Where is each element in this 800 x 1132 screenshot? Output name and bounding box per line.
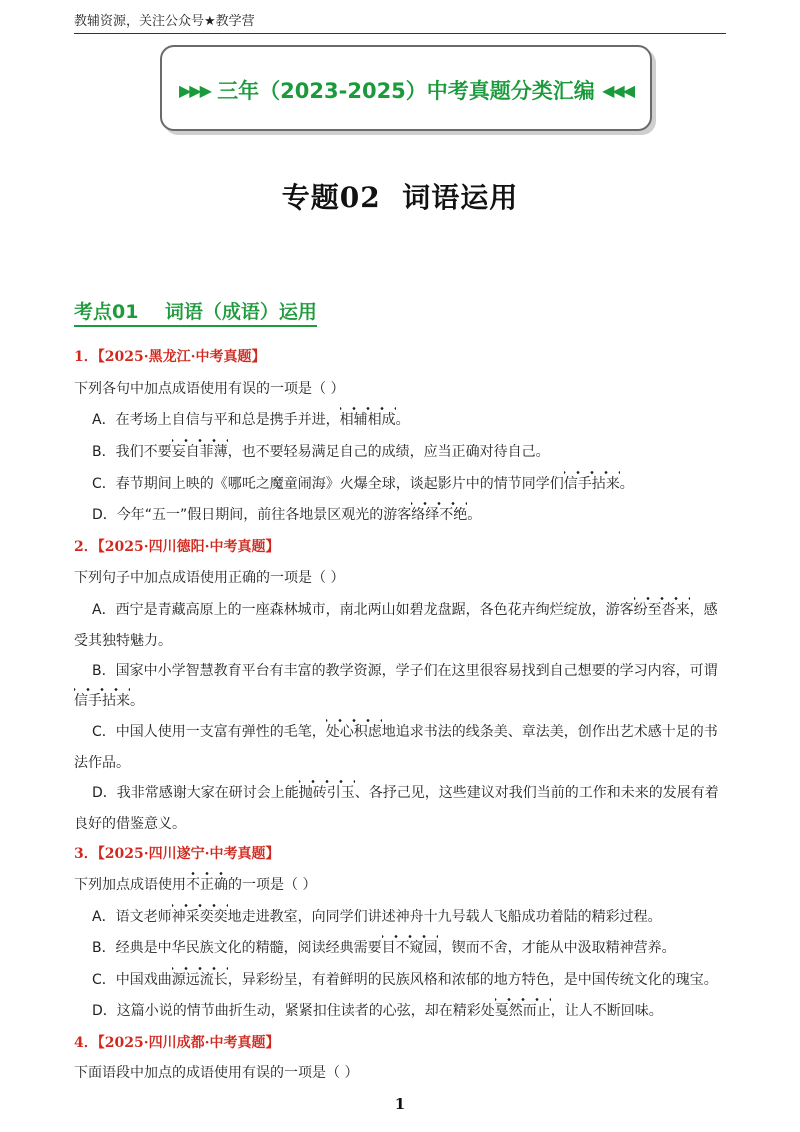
- question-1-header: 1．【2025·黑龙江·中考真题】: [74, 349, 266, 365]
- question-2-stem: 下列句子中加点成语使用正确的一项是（ ）: [74, 570, 345, 586]
- question-3-option-c: C．中国戏曲源远流长，异彩纷呈，有着鲜明的民族风格和浓郁的地方特色，是中国传统文化的瑰宝。: [92, 972, 718, 988]
- question-3-option-d: D．这篇小说的情节曲折生动，紧紧扣住读者的心弦，却在精彩处戛然而止，让人不断回味。: [92, 1003, 663, 1019]
- page-title: 专题02 词语运用: [281, 181, 519, 214]
- question-3-option-a: A．语文老师神采奕奕地走进教室，向同学们讲述神舟十九号载人飞船成功着陆的精彩过程。: [92, 909, 662, 925]
- question-2-header: 2．【2025·四川德阳·中考真题】: [74, 539, 280, 555]
- question-1-option-a: A．在考场上自信与平和总是携手并进，相辅相成。: [92, 412, 410, 428]
- banner-title: 三年（2023-2025）中考真题分类汇编: [217, 79, 595, 103]
- question-3-option-b: B．经典是中华民族文化的精髓，阅读经典需要目不窥园，锲而不舍，才能从中汲取精神营养。: [92, 940, 676, 956]
- header-divider: [74, 33, 726, 34]
- question-1-stem: 下列各句中加点成语使用有误的一项是（ ）: [74, 381, 345, 397]
- question-2-option-b-line-2: 信手拈来。: [74, 693, 144, 709]
- series-banner: [160, 45, 652, 131]
- banner-right-arrows-icon: ◀◀◀: [602, 81, 634, 100]
- question-2-option-c-line-2: 法作品。: [74, 755, 130, 771]
- question-2-option-a-line-1: A．西宁是青藏高原上的一座森林城市，南北两山如碧龙盘踞，各色花卉绚烂绽放，游客纷至沓来，感: [92, 602, 718, 618]
- question-2-option-b-line-1: B．国家中小学智慧教育平台有丰富的教学资源，学子们在这里很容易找到自己想要的学习内容，可谓: [92, 663, 718, 679]
- page-number: 1: [394, 1095, 406, 1113]
- banner-text: [162, 75, 650, 105]
- question-2-option-d-line-2: 良好的借鉴意义。: [74, 816, 186, 832]
- question-4-header: 4．【2025·四川成都·中考真题】: [74, 1035, 280, 1051]
- banner-left-arrows-icon: ▶▶▶: [178, 81, 210, 100]
- question-1-option-c: C．春节期间上映的《哪吒之魔童闹海》火爆全球，谈起影片中的情节同学们信手拈来。: [92, 476, 634, 492]
- header-note: 教辅资源，关注公众号★教学营: [74, 14, 255, 29]
- question-1-option-b: B．我们不要妄自菲薄，也不要轻易满足自己的成绩，应当正确对待自己。: [92, 444, 550, 460]
- question-4-stem: 下面语段中加点的成语使用有误的一项是（ ）: [74, 1065, 359, 1081]
- section-title: 考点01 词语（成语）运用: [74, 297, 317, 327]
- question-2-option-d-line-1: D．我非常感谢大家在研讨会上能抛砖引玉、各抒己见，这些建议对我们当前的工作和未来的发展有着: [92, 785, 719, 801]
- question-2-option-a-line-2: 受其独特魅力。: [74, 633, 172, 649]
- question-3-header: 3．【2025·四川遂宁·中考真题】: [74, 846, 280, 862]
- question-1-option-d: D．今年“五一”假日期间，前往各地景区观光的游客络绎不绝。: [92, 507, 482, 523]
- question-3-stem: 下列加点成语使用不正确的一项是（ ）: [74, 877, 317, 893]
- question-2-option-c-line-1: C．中国人使用一支富有弹性的毛笔，处心积虑地追求书法的线条美、章法美，创作出艺术感十足的书: [92, 724, 718, 740]
